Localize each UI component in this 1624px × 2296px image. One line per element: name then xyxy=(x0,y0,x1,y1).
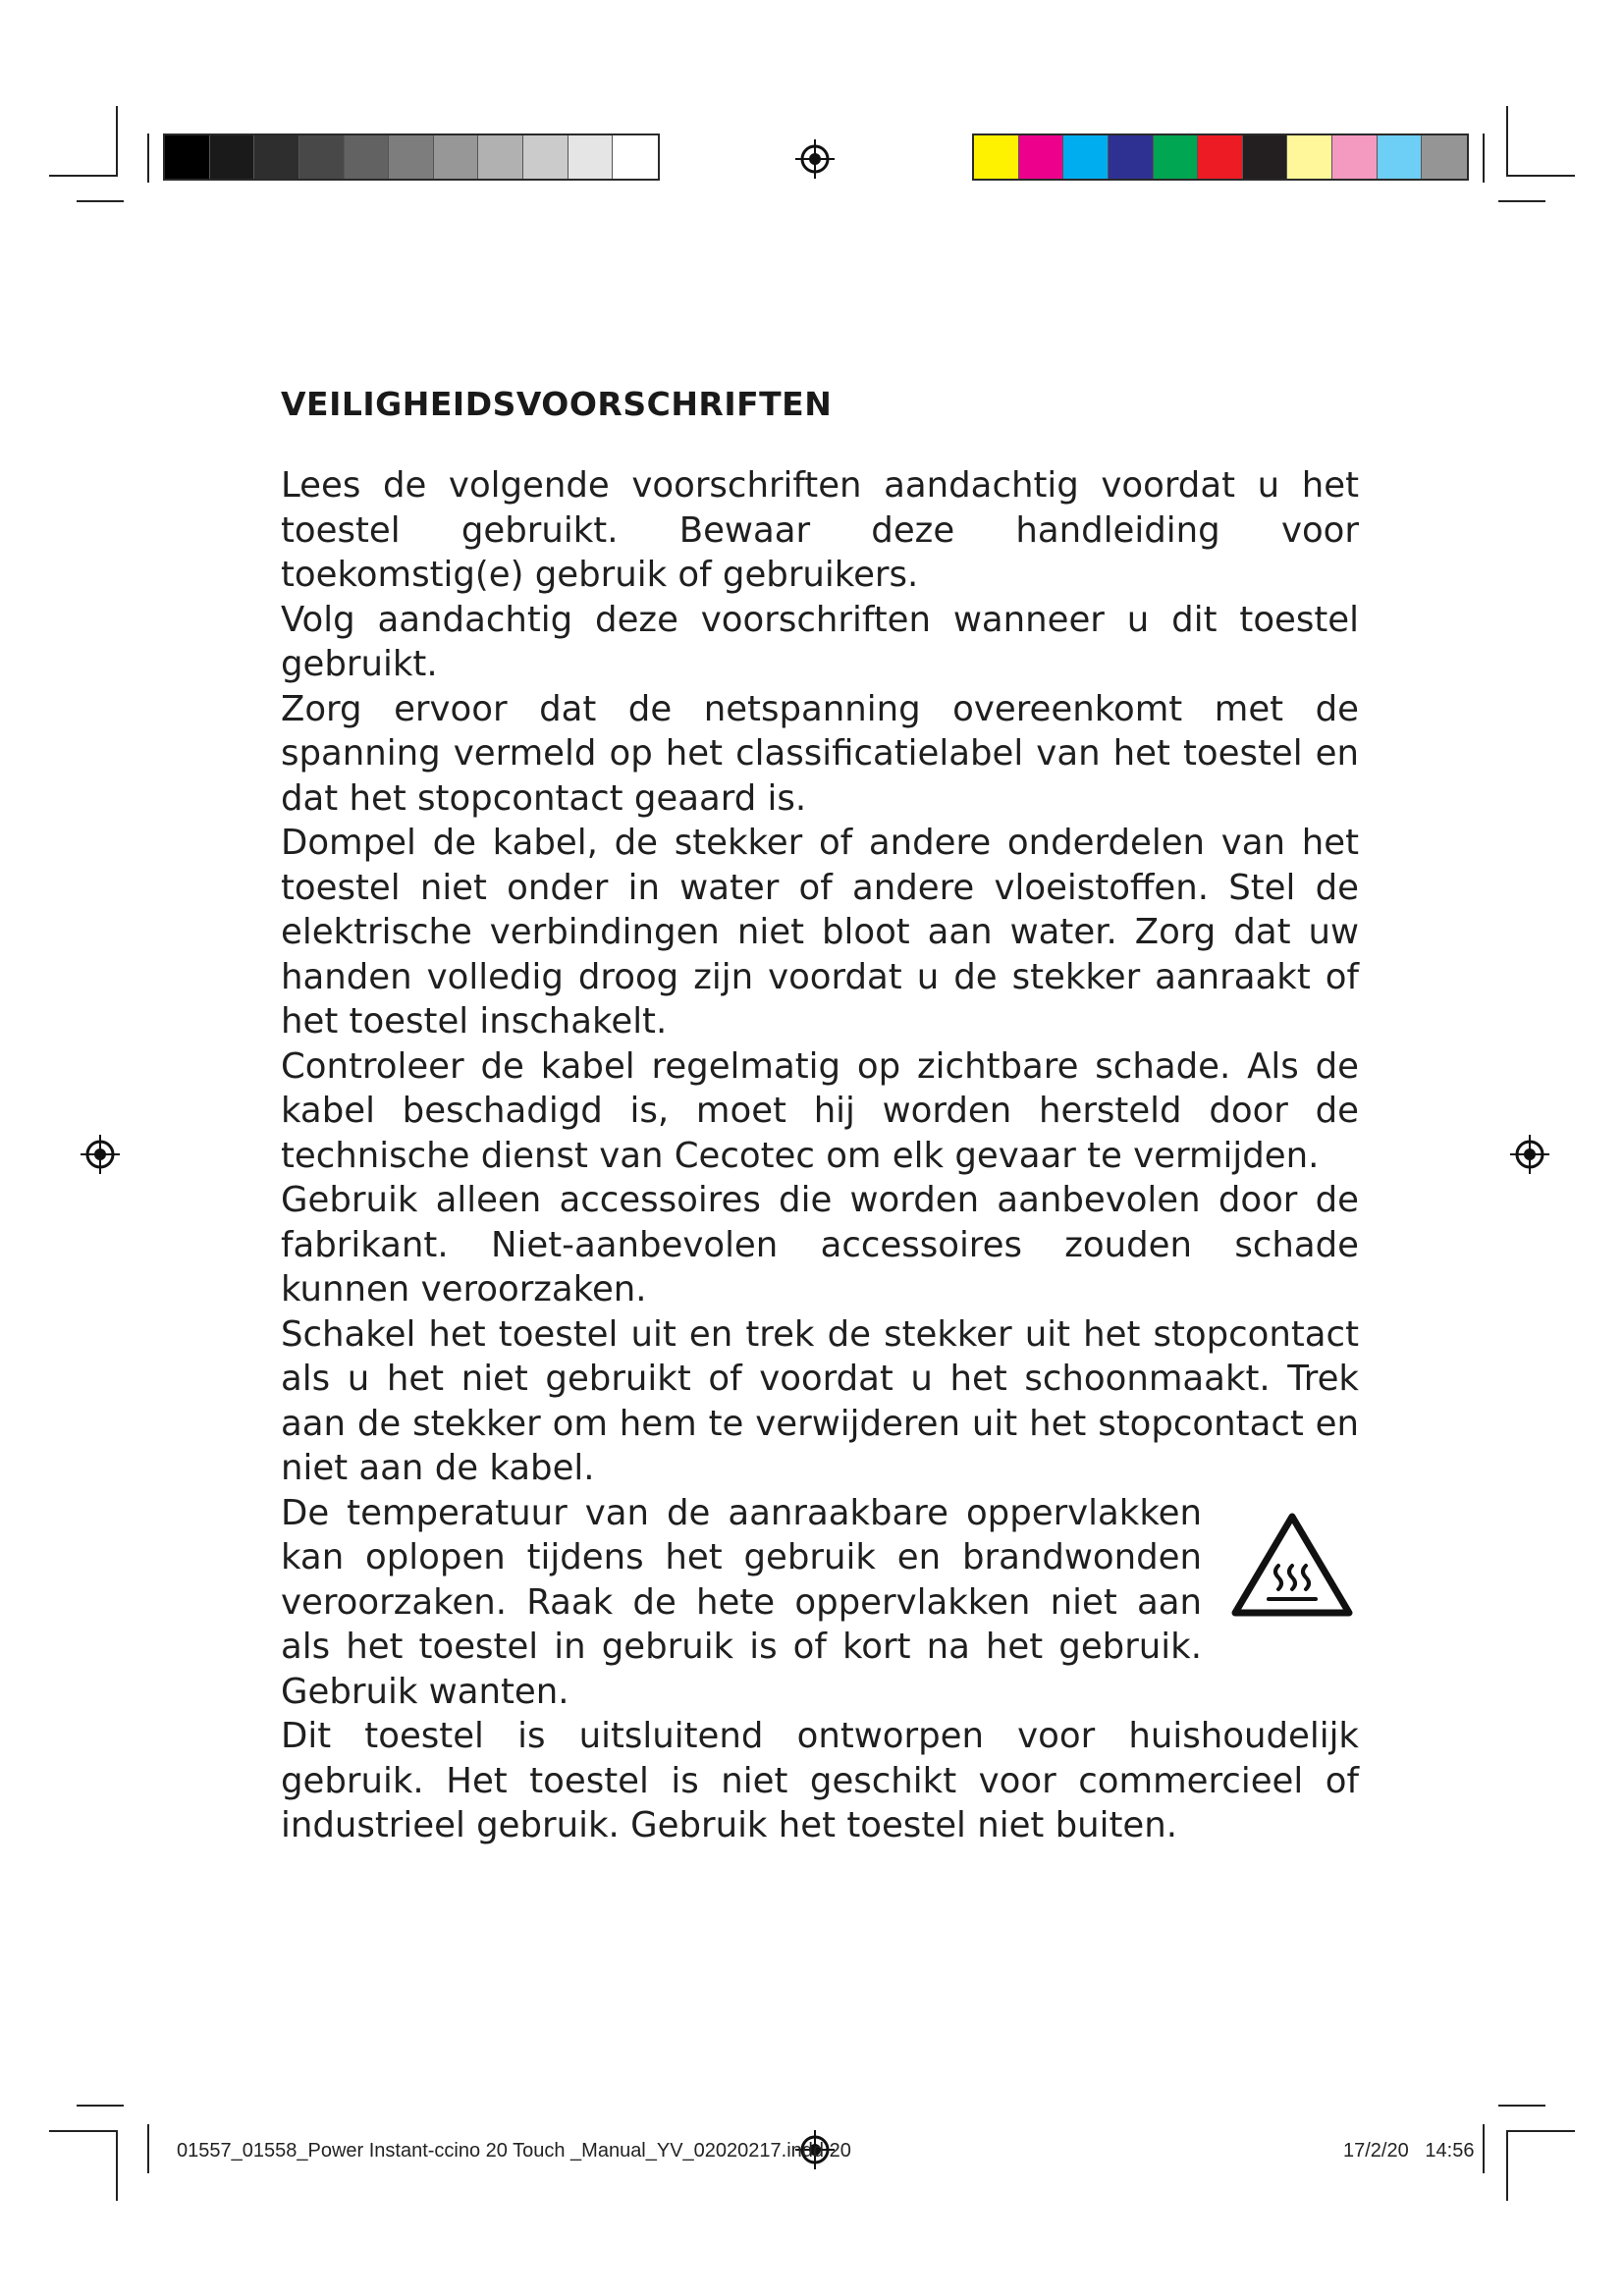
crop-mark xyxy=(1498,200,1545,202)
hot-surface-section xyxy=(281,1491,1359,1715)
color-swatch xyxy=(1332,135,1378,179)
crop-mark xyxy=(147,133,149,183)
color-swatch xyxy=(1198,135,1243,179)
crop-mark xyxy=(49,175,118,177)
hot-surface-paragraph: De temperatuur van de aanraakbare oppervlakken kan oplopen tijdens het gebruik en brandwonden veroorzaken. Raak de hete oppervlakken niet aan als het toestel in gebruik is of kort na het gebruik. Gebruik wanten. xyxy=(281,1492,1202,1712)
crop-mark xyxy=(1506,175,1575,177)
registration-mark-icon xyxy=(81,1135,120,1174)
crop-mark xyxy=(147,2124,149,2173)
color-swatch xyxy=(1422,135,1467,179)
paragraph: Zorg ervoor dat de netspanning overeenkomt met de spanning vermeld op het classificatielabel van het toestel en dat het stopcontact geaard is. xyxy=(281,688,1359,819)
color-swatch xyxy=(974,135,1019,179)
crop-mark xyxy=(77,200,124,202)
page-title: VEILIGHEIDSVOORSCHRIFTEN xyxy=(281,385,833,423)
color-swatch xyxy=(389,135,434,179)
paragraph: Controleer de kabel regelmatig op zichtbare schade. Als de kabel beschadigd is, moet hij worden hersteld door de technische dienst van Cecotec om elk gevaar te vermijden. xyxy=(281,1045,1359,1176)
crop-mark xyxy=(1498,2105,1545,2107)
crop-mark xyxy=(1506,2130,1575,2132)
crop-mark xyxy=(77,2105,124,2107)
color-swatch xyxy=(345,135,390,179)
footer-time: 14:56 xyxy=(1425,2140,1475,2162)
footer-timestamp xyxy=(1343,2140,1474,2163)
crop-mark xyxy=(1483,2124,1485,2173)
color-swatch xyxy=(568,135,614,179)
color-swatch xyxy=(523,135,568,179)
crop-mark xyxy=(116,2130,118,2201)
crop-mark xyxy=(1506,2130,1508,2201)
color-swatch xyxy=(1109,135,1154,179)
registration-mark-icon xyxy=(795,139,835,179)
grayscale-calibration-bar xyxy=(163,133,660,181)
paragraph: Volg aandachtig deze voorschriften wanneer u dit toestel gebruikt. xyxy=(281,599,1359,684)
hot-surface-warning-icon xyxy=(1229,1511,1355,1621)
footer-file-name: 01557_01558_Power Instant-ccino 20 Touch _Manual_YV_02020217.indd 20 xyxy=(177,2140,851,2162)
paragraph: Lees de volgende voorschriften aandachtig voordat u het toestel gebruikt. Bewaar deze handleiding voor toekomstig(e) gebruik of gebruikers. xyxy=(281,465,1359,595)
color-swatch xyxy=(1154,135,1199,179)
color-swatch xyxy=(210,135,255,179)
color-swatch xyxy=(1287,135,1332,179)
crop-mark xyxy=(1483,133,1485,183)
color-swatch xyxy=(165,135,210,179)
color-swatch xyxy=(1063,135,1109,179)
crop-mark xyxy=(116,106,118,177)
color-swatch xyxy=(1019,135,1064,179)
color-calibration-bar xyxy=(972,133,1469,181)
color-swatch xyxy=(1378,135,1423,179)
color-swatch xyxy=(254,135,299,179)
crop-mark xyxy=(49,2130,118,2132)
registration-mark-icon xyxy=(1510,1135,1549,1174)
color-swatch xyxy=(613,135,658,179)
color-swatch xyxy=(1243,135,1288,179)
color-swatch xyxy=(434,135,479,179)
paragraph: Dompel de kabel, de stekker of andere onderdelen van het toestel niet onder in water of andere vloeistoffen. Stel de elektrische verbindingen niet bloot aan water. Zorg dat uw handen volledig droog zijn voordat u de stekker aanraakt of het toestel inschakelt. xyxy=(281,823,1359,1041)
paragraph: Schakel het toestel uit en trek de stekker uit het stopcontact als u het niet gebruikt of voordat u het schoonmaakt. Trek aan de stekker om hem te verwijderen uit het stopcontact en niet aan de kabel. xyxy=(281,1313,1359,1488)
safety-instructions xyxy=(281,463,1359,1848)
paragraph: Gebruik alleen accessoires die worden aanbevolen door de fabrikant. Niet-aanbevolen accessoires zouden schade kunnen veroorzaken. xyxy=(281,1180,1359,1309)
crop-mark xyxy=(1506,106,1508,177)
color-swatch xyxy=(478,135,523,179)
color-swatch xyxy=(299,135,345,179)
paragraph: Dit toestel is uitsluitend ontworpen voor huishoudelijk gebruik. Het toestel is niet geschikt voor commercieel of industrieel gebruik. Gebruik het toestel niet buiten. xyxy=(281,1716,1359,1845)
footer-date: 17/2/20 xyxy=(1343,2140,1409,2162)
